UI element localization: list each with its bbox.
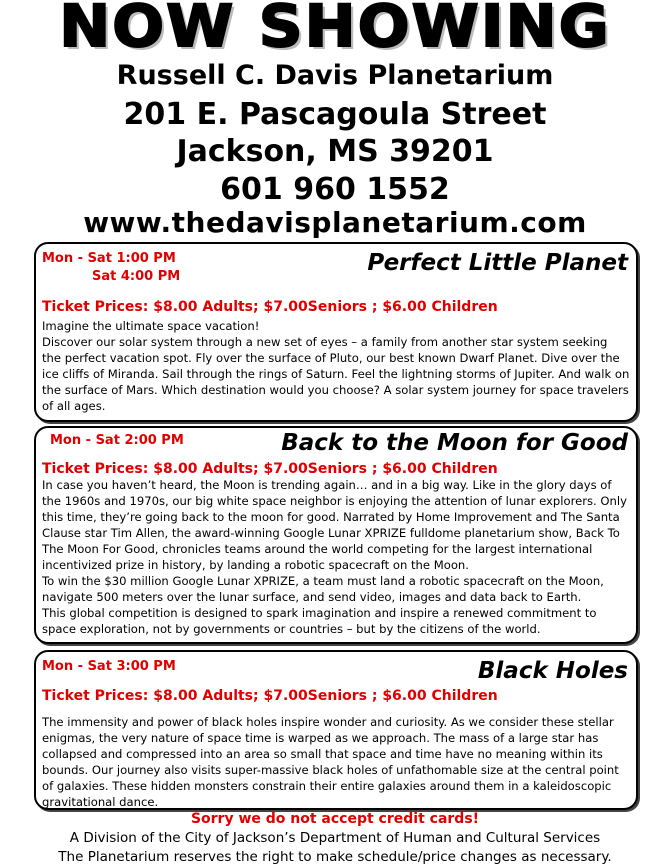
show-description [42,714,630,810]
venue-name: Russell C. Davis Planetarium [116,60,554,91]
show-title: Perfect Little Planet [367,250,628,276]
show-title: Black Holes [477,658,628,684]
schedule-disclaimer: The Planetarium reserves the right to make schedule/price changes as necessary. [58,849,612,865]
show-description [42,477,630,637]
show-card-black-holes [34,650,638,810]
showtime-weekday: Mon - Sat 1:00 PM [42,251,176,266]
phone-number: 601 960 1552 [220,172,450,207]
description-paragraph: The immensity and power of black holes inspire wonder and curiosity. As we consider these stellar enigmas, the very nature of space time is warped as we approach. The mass of a large star has collapsed and compressed into an area so small that space and time have no meaning within its bounds. Our journey also visits super-massive black holes of unfathomable size at the central point of galaxies. These hidden monsters constrain their entire galaxies around them in a kaleidoscopic gravitational dance. [42,715,619,809]
showtime-weekday: Mon - Sat 2:00 PM [50,433,184,448]
division-note: A Division of the City of Jackson’s Department of Human and Cultural Services [69,830,601,846]
showtime-weekday: Mon - Sat 3:00 PM [42,659,176,674]
description-paragraph: To win the $30 million Google Lunar XPRIZE, a team must land a robotic spacecraft on the Moon, navigate 500 meters over the lunar surface, and send video, images and data back to Earth. [42,574,604,604]
show-card-perfect-little-planet [34,242,638,422]
description-paragraph: In case you haven’t heard, the Moon is trending again… and in a big way. Like in the glory days of the 1960s and 1970s, our big white space neighbor is enjoying the attention of lunar explorers. Only this time, they’re going back to the moon for good. Narrated by Home Improvement and The Santa Clause star Tim Allen, the award-winning Google Lunar XPRIZE fulldome planetarium show, Back To The Moon For Good, chronicles teams around the world competing for the largest international incentivized prize in history, by landing a robotic spacecraft on the Moon. [42,478,627,572]
show-title: Back to the Moon for Good [281,430,628,456]
description-paragraph: This global competition is designed to spark imagination and inspire a renewed commitment to space exploration, not by governments or countries – but by the citizens of the world. [42,606,597,636]
show-card-back-to-the-moon [34,426,638,644]
city-state-zip: Jackson, MS 39201 [176,134,494,169]
headline: NOW SHOWING [59,0,611,60]
ticket-prices: Ticket Prices: $8.00 Adults; $7.00Seniors ; $6.00 Children [42,299,498,315]
credit-card-notice: Sorry we do not accept credit cards! [190,811,480,827]
ticket-prices: Ticket Prices: $8.00 Adults; $7.00Seniors ; $6.00 Children [42,688,498,704]
description-paragraph: Imagine the ultimate space vacation! [42,319,260,333]
street-address: 201 E. Pascagoula Street [123,97,547,132]
show-description [42,318,630,414]
description-paragraph: Discover our solar system through a new set of eyes – a family from another star system seeking the perfect vacation spot. Fly over the surface of Pluto, our best known Dwarf Planet. Dive over the ice cliffs of Miranda. Sail through the rings of Saturn. Feel the lightning storms of Jupiter. And walk on the surface of Mars. Which destination would you choose? A solar system journey for space travelers of all ages. [42,335,630,413]
website-link[interactable]: www.thedavisplanetarium.com [83,206,587,239]
showtime-saturday: Sat 4:00 PM [92,269,181,284]
ticket-prices: Ticket Prices: $8.00 Adults; $7.00Seniors ; $6.00 Children [42,461,498,477]
